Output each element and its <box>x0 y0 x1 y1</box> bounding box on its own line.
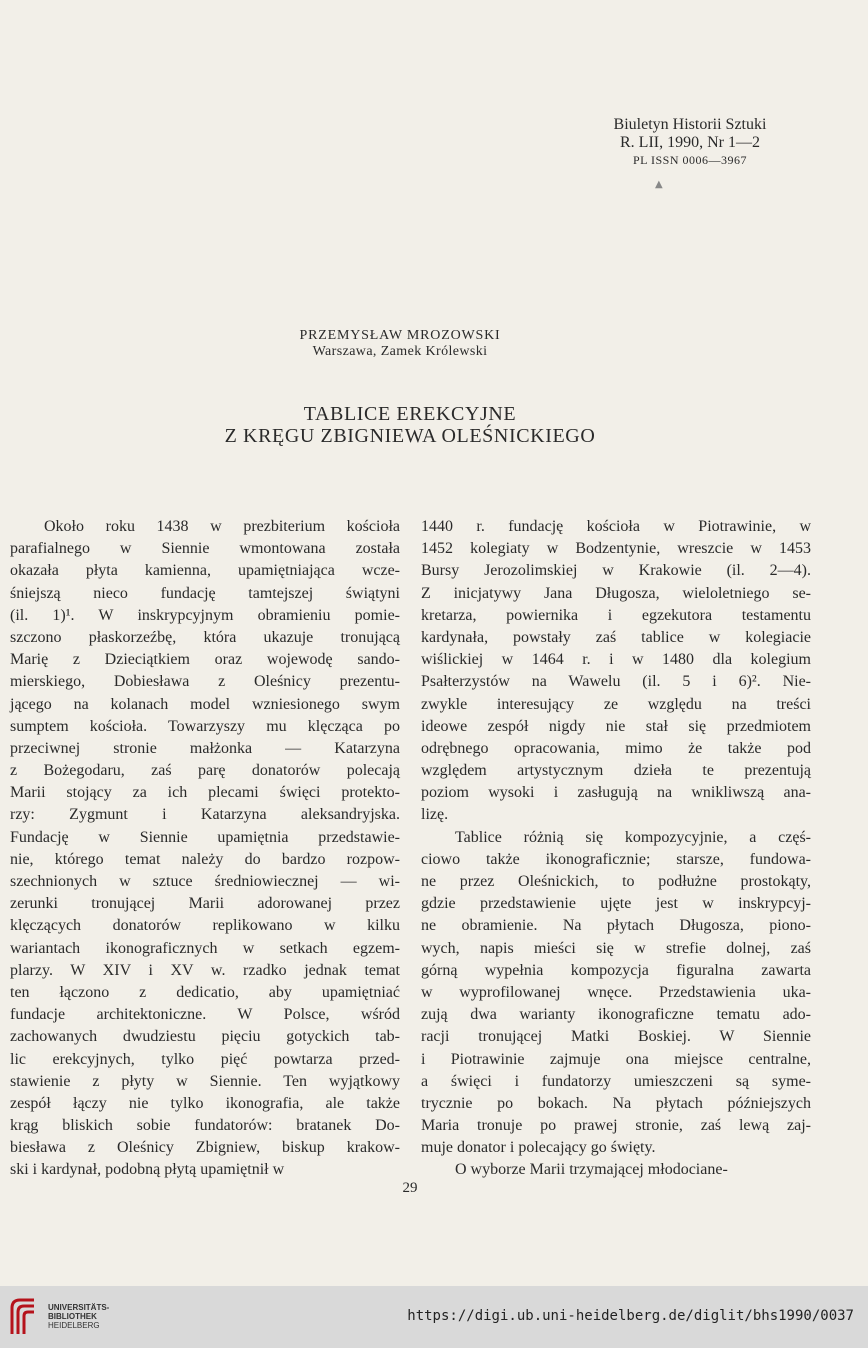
text-line: szechnionych w sztuce średniowiecznej — wi- <box>10 873 400 890</box>
text-line: 1440 r. fundację kościoła w Piotrawinie, w <box>421 518 811 535</box>
library-line3: HEIDELBERG <box>48 1321 100 1330</box>
text-line: zerunki tronującej Marii adorowanej przez <box>10 895 400 913</box>
text-line: lizę. <box>421 806 449 824</box>
author-name: PRZEMYSŁAW MROZOWSKI <box>299 328 501 343</box>
text-line: Tablice różnią się kompozycyjnie, a częś- <box>455 828 811 846</box>
text-line: z Bożegodaru, zaś parę donatorów polecają <box>10 762 400 780</box>
text-line: śniejszą nieco fundację tamtejszej świątyni <box>10 584 400 602</box>
text-line: zespół łączy nie tylko ikonografia, ale także <box>10 1094 400 1112</box>
author-block <box>220 328 580 360</box>
ornament-icon: ▲ <box>655 179 663 190</box>
text-line: (il. 1)¹. W inskrypcyjnym obramieniu pomie- <box>10 606 400 624</box>
right-text-column <box>421 516 811 1182</box>
text-line: gdzie przedstawienie ujęte jest w inskrypcyj- <box>421 895 811 913</box>
library-line2: BIBLIOTHEK <box>48 1312 97 1321</box>
text-line: nie, którego temat należy do bardzo rozpow- <box>10 850 400 868</box>
text-line: muje donator i polecający go święty. <box>421 1139 656 1157</box>
journal-header <box>560 116 820 168</box>
text-line: ciowo także ikonograficznie; starsze, fundowa- <box>421 850 811 868</box>
text-line: Około roku 1438 w prezbiterium kościoła <box>44 518 400 535</box>
text-line: rzy: Zygmunt i Katarzyna aleksandryjska. <box>10 806 400 824</box>
text-line: kretarza, powiernika i egzekutora testamentu <box>421 606 811 624</box>
text-line: wariantach ikonograficznych w setkach egzem- <box>10 939 400 957</box>
text-line: kardynała, powstały zaś tablice w kolegiacie <box>421 628 811 646</box>
footer-bar <box>0 1286 868 1348</box>
library-logo-icon <box>8 1294 40 1338</box>
text-line: ne przez Oleśnickich, to podłużne prostokąty, <box>421 873 811 890</box>
source-url-link[interactable]: https://digi.ub.uni-heidelberg.de/diglit/bhs1990/0037 <box>407 1308 854 1324</box>
text-line: odrębnego opracowania, mimo że także pod <box>421 739 811 757</box>
article-title-line1: TABLICE EREKCYJNE <box>303 403 517 425</box>
article-title <box>160 403 660 447</box>
text-line: Fundację w Siennie upamiętnia przedstawie- <box>10 828 400 846</box>
journal-volume: R. LII, 1990, Nr 1—2 <box>620 134 760 151</box>
text-line: względem artystycznym dzieła te prezentują <box>421 762 811 780</box>
text-line: zwykle interesujący ze względu na treści <box>421 695 811 713</box>
text-line: zachowanych dwudziestu pięciu gotyckich tab- <box>10 1028 400 1046</box>
text-line: a święci i fundatorzy umieszczeni są syme- <box>421 1072 811 1090</box>
text-line: parafialnego w Siennie wmontowana została <box>10 540 400 558</box>
text-line: zują dwa warianty ikonograficzne tematu ado- <box>421 1006 811 1024</box>
text-line: w wyprofilowanej wnęce. Przedstawienia uka- <box>421 983 811 1001</box>
text-line: trycznie po bokach. Na płytach późniejszych <box>421 1094 811 1112</box>
author-affiliation: Warszawa, Zamek Królewski <box>312 344 488 359</box>
text-line: ne obramienie. Na płytach Długosza, piono- <box>421 917 811 935</box>
page-number: 29 <box>402 1180 418 1196</box>
text-line: górną wypełnia kompozycja figuralna zawarta <box>421 961 811 979</box>
text-line: lic erekcyjnych, tylko pięć powtarza przed- <box>10 1050 400 1068</box>
text-line: sumptem kościoła. Towarzyszy mu klęcząca po <box>10 717 400 735</box>
text-line: racji tronującej Matki Boskiej. W Siennie <box>421 1028 811 1046</box>
text-line: biesława z Oleśnicy Zbigniew, biskup krakow- <box>10 1139 400 1157</box>
text-line: stawienie z płyty w Siennie. Ten wyjątkowy <box>10 1072 400 1090</box>
text-line: wych, napis mieści się w strefie dolnej, zaś <box>421 939 811 957</box>
text-line: wiślickiej w 1464 r. i w 1480 dla kolegium <box>421 651 811 669</box>
text-line: ideowe zespół nigdy nie stał się przedmiotem <box>421 717 811 735</box>
text-line: Z inicjatywy Jana Długosza, wieloletniego se- <box>421 584 811 602</box>
journal-issn: PL ISSN 0006—3967 <box>632 153 748 167</box>
library-name <box>48 1303 109 1330</box>
text-line: Psałterzystów na Wawelu (il. 5 i 6)². Nie- <box>421 673 811 691</box>
journal-title: Biuletyn Historii Sztuki <box>613 116 767 133</box>
text-line: Bursy Jerozolimskiej w Krakowie (il. 2—4). <box>421 562 811 580</box>
text-line: 1452 kolegiaty w Bodzentynie, wreszcie w 1453 <box>421 540 811 558</box>
text-line: okazała płyta kamienna, upamiętniająca wcze- <box>10 562 400 580</box>
text-line: poziom wysoki i zasługują na wnikliwszą ana- <box>421 784 811 802</box>
text-line: jącego na kolanach model wzniesionego swym <box>10 695 400 713</box>
text-line: ski i kardynał, podobną płytą upamiętnił w <box>10 1161 285 1179</box>
left-text-column <box>10 516 400 1182</box>
text-line: fundacje architektoniczne. W Polsce, wśród <box>10 1006 400 1024</box>
library-line1: UNIVERSITÄTS- <box>48 1303 110 1312</box>
text-line: krąg bliskich sobie fundatorów: bratanek Do- <box>10 1117 400 1135</box>
text-line: i Piotrawinie zajmuje ona miejsce centralne, <box>421 1050 811 1068</box>
article-title-line2: Z KRĘGU ZBIGNIEWA OLEŚNICKIEGO <box>224 425 596 447</box>
text-line: mierskiego, Dobiesława z Oleśnicy prezentu- <box>10 673 400 691</box>
text-line: Marię z Dzieciątkiem oraz wojewodę sando- <box>10 651 400 669</box>
text-line: Marii stojący za ich plecami święci protekto- <box>10 784 400 802</box>
text-line: plarzy. W XIV i XV w. rzadko jednak temat <box>10 961 400 979</box>
text-line: klęczących donatorów replikowano w kilku <box>10 917 400 935</box>
text-line: ten łączono z dedicatio, aby upamiętniać <box>10 983 400 1001</box>
text-line: O wyborze Marii trzymającej młodociane- <box>455 1161 728 1179</box>
text-line: szczono płaskorzeźbę, która ukazuje tronującą <box>10 628 400 646</box>
text-line: Maria tronuje po prawej stronie, zaś lewą zaj- <box>421 1117 811 1135</box>
text-line: przeciwnej stronie małżonka — Katarzyna <box>10 739 400 757</box>
